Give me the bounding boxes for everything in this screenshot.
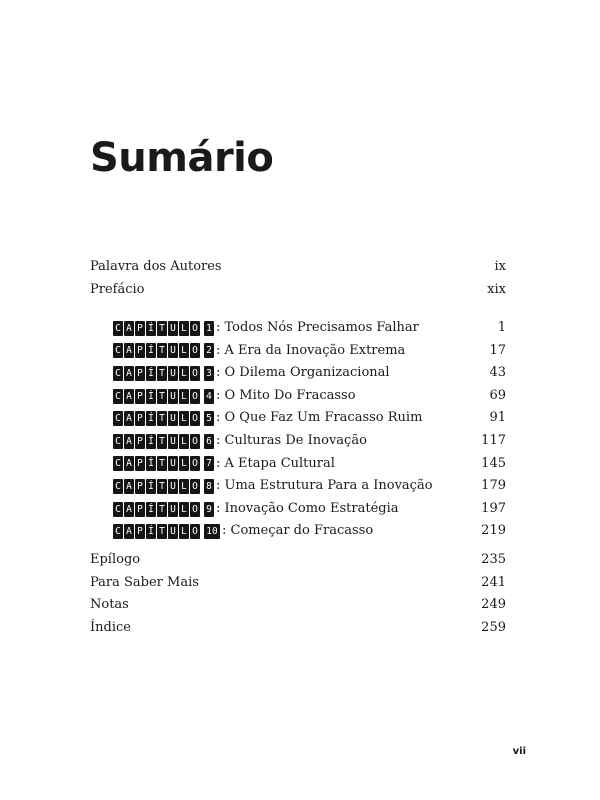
chapter-letter-tile: U	[168, 456, 178, 471]
chapter-letter-tile: A	[124, 502, 134, 517]
chapter-letter-tile: A	[124, 479, 134, 494]
chapter-title: : Começar do Fracasso	[222, 523, 374, 539]
chapter-label	[113, 317, 419, 340]
chapter-letter-tile: L	[179, 456, 189, 471]
chapter-title: : A Era da Inovação Extrema	[216, 342, 406, 358]
chapter-letter-tile: T	[157, 343, 167, 358]
chapter-letter-tile: U	[168, 524, 178, 539]
chapter-letter-tile: T	[157, 502, 167, 517]
chapter-number-tile: 7	[204, 456, 214, 471]
chapter-list	[90, 317, 506, 543]
toc-entry-back-matter[interactable]	[90, 572, 506, 595]
chapter-title: : Inovação Como Estratégia	[216, 500, 399, 516]
toc-entry-page: 219	[481, 523, 506, 539]
chapter-number-tile: 1	[204, 321, 214, 336]
chapter-letter-tile: L	[179, 479, 189, 494]
chapter-label	[113, 340, 405, 363]
chapter-letter-tile: Í	[146, 321, 156, 336]
chapter-letter-tile: O	[190, 524, 200, 539]
toc-entry-front-matter[interactable]	[90, 279, 506, 302]
toc-entry-page: ix	[494, 259, 506, 274]
chapter-letter-tile: C	[113, 456, 123, 471]
toc-entry-chapter[interactable]	[90, 498, 506, 521]
toc-entry-back-matter[interactable]	[90, 549, 506, 572]
front-matter-list	[90, 256, 506, 301]
chapter-letter-tile: T	[157, 366, 167, 381]
chapter-letter-tile: P	[135, 411, 145, 426]
chapter-label	[113, 520, 373, 543]
chapter-word	[113, 434, 201, 449]
chapter-letter-tile: O	[190, 366, 200, 381]
toc-entry-label: Prefácio	[90, 281, 145, 297]
chapter-label	[113, 385, 356, 408]
chapter-letter-tile: C	[113, 389, 123, 404]
chapter-letter-tile: U	[168, 366, 178, 381]
toc-entry-chapter[interactable]	[90, 340, 506, 363]
chapter-title: : O Que Faz Um Fracasso Ruim	[216, 410, 423, 426]
chapter-letter-tile: T	[157, 434, 167, 449]
chapter-letter-tile: O	[190, 456, 200, 471]
chapter-word	[113, 456, 201, 471]
toc-entry-label: Para Saber Mais	[90, 574, 199, 590]
toc-entry-page: 69	[489, 387, 506, 403]
toc-entry-page: 249	[481, 597, 506, 613]
toc-entry-label: Palavra dos Autores	[90, 259, 222, 274]
chapter-letter-tile: O	[190, 434, 200, 449]
chapter-letter-tile: U	[168, 434, 178, 449]
chapter-letter-tile: P	[135, 434, 145, 449]
back-matter-list	[90, 549, 506, 639]
chapter-letter-tile: Í	[146, 524, 156, 539]
toc-entry-page: 91	[489, 410, 506, 426]
chapter-word	[113, 389, 201, 404]
toc-entry-page: 145	[481, 455, 506, 471]
chapter-letter-tile: C	[113, 366, 123, 381]
chapter-letter-tile: Í	[146, 502, 156, 517]
chapter-letter-tile: A	[124, 411, 134, 426]
chapter-letter-tile: L	[179, 524, 189, 539]
chapter-letter-tile: C	[113, 502, 123, 517]
chapter-letter-tile: U	[168, 411, 178, 426]
chapter-letter-tile: U	[168, 502, 178, 517]
chapter-letter-tile: Í	[146, 456, 156, 471]
chapter-letter-tile: Í	[146, 389, 156, 404]
chapter-letter-tile: T	[157, 411, 167, 426]
chapter-word	[113, 411, 201, 426]
chapter-title: : Uma Estrutura Para a Inovação	[216, 478, 433, 494]
toc-entry-chapter[interactable]	[90, 430, 506, 453]
toc-entry-chapter[interactable]	[90, 453, 506, 476]
chapter-title: : A Etapa Cultural	[216, 455, 335, 471]
chapter-label	[113, 362, 390, 385]
chapter-title: : Culturas De Inovação	[216, 432, 367, 448]
chapter-number-tile: 5	[204, 411, 214, 426]
chapter-letter-tile: P	[135, 343, 145, 358]
chapter-letter-tile: C	[113, 434, 123, 449]
chapter-letter-tile: A	[124, 389, 134, 404]
toc-entry-back-matter[interactable]	[90, 617, 506, 640]
chapter-word	[113, 343, 201, 358]
toc-entry-chapter[interactable]	[90, 362, 506, 385]
chapter-word	[113, 479, 201, 494]
chapter-letter-tile: Í	[146, 411, 156, 426]
toc-entry-chapter[interactable]	[90, 385, 506, 408]
toc-entry-label: Índice	[90, 619, 131, 635]
toc-entry-page: 43	[489, 365, 506, 381]
toc-entry-chapter[interactable]	[90, 317, 506, 340]
chapter-letter-tile: L	[179, 366, 189, 381]
toc-entry-page: 241	[481, 574, 506, 590]
chapter-label	[113, 498, 399, 521]
chapter-letter-tile: A	[124, 434, 134, 449]
chapter-letter-tile: T	[157, 321, 167, 336]
chapter-word	[113, 321, 201, 336]
toc-entry-page: xix	[487, 281, 506, 297]
chapter-letter-tile: A	[124, 321, 134, 336]
chapter-title: : Todos Nós Precisamos Falhar	[216, 320, 419, 335]
chapter-letter-tile: O	[190, 321, 200, 336]
chapter-letter-tile: T	[157, 524, 167, 539]
chapter-letter-tile: U	[168, 343, 178, 358]
chapter-letter-tile: U	[168, 389, 178, 404]
chapter-letter-tile: L	[179, 343, 189, 358]
chapter-letter-tile: U	[168, 479, 178, 494]
chapter-label	[113, 453, 335, 476]
chapter-title: : O Mito Do Fracasso	[216, 387, 356, 403]
chapter-letter-tile: U	[168, 321, 178, 336]
toc-entry-chapter[interactable]	[90, 475, 506, 498]
chapter-letter-tile: L	[179, 389, 189, 404]
chapter-number-tile: 6	[204, 434, 214, 449]
chapter-number-tile: 10	[204, 524, 220, 539]
chapter-letter-tile: T	[157, 389, 167, 404]
chapter-word	[113, 366, 201, 381]
chapter-number-tile: 3	[204, 366, 214, 381]
chapter-number-tile: 9	[204, 502, 214, 517]
chapter-word	[113, 524, 201, 539]
chapter-number-tile: 2	[204, 343, 214, 358]
chapter-letter-tile: A	[124, 366, 134, 381]
toc-entry-page: 17	[489, 342, 506, 358]
chapter-letter-tile: A	[124, 456, 134, 471]
toc-entry-front-matter[interactable]	[90, 256, 506, 279]
chapter-letter-tile: P	[135, 502, 145, 517]
chapter-letter-tile: P	[135, 524, 145, 539]
chapter-letter-tile: L	[179, 434, 189, 449]
toc-entry-page: 197	[481, 500, 506, 516]
toc-entry-page: 235	[481, 552, 506, 567]
chapter-label	[113, 430, 367, 453]
chapter-letter-tile: C	[113, 411, 123, 426]
chapter-letter-tile: O	[190, 479, 200, 494]
chapter-label	[113, 407, 422, 430]
chapter-letter-tile: O	[190, 389, 200, 404]
chapter-number-tile: 8	[204, 479, 214, 494]
chapter-letter-tile: A	[124, 524, 134, 539]
chapter-letter-tile: L	[179, 411, 189, 426]
toc-entry-back-matter[interactable]	[90, 594, 506, 617]
chapter-letter-tile: L	[179, 321, 189, 336]
chapter-letter-tile: L	[179, 502, 189, 517]
page-number: vii	[512, 746, 526, 757]
toc-entry-page: 117	[481, 432, 506, 448]
chapter-letter-tile: P	[135, 366, 145, 381]
chapter-word	[113, 502, 201, 517]
toc-entry-page: 259	[481, 619, 506, 635]
toc-entry-page: 179	[481, 478, 506, 494]
chapter-letter-tile: C	[113, 524, 123, 539]
chapter-letter-tile: O	[190, 502, 200, 517]
toc-entry-chapter[interactable]	[90, 520, 506, 543]
toc-entry-label: Notas	[90, 597, 129, 613]
chapter-letter-tile: P	[135, 479, 145, 494]
chapter-title: : O Dilema Organizacional	[216, 365, 390, 381]
chapter-letter-tile: T	[157, 479, 167, 494]
chapter-letter-tile: C	[113, 321, 123, 336]
chapter-letter-tile: T	[157, 456, 167, 471]
chapter-letter-tile: Í	[146, 479, 156, 494]
chapter-number-tile: 4	[204, 389, 214, 404]
toc-entry-page: 1	[497, 320, 506, 335]
chapter-letter-tile: C	[113, 479, 123, 494]
chapter-letter-tile: C	[113, 343, 123, 358]
chapter-letter-tile: P	[135, 321, 145, 336]
chapter-label	[113, 475, 433, 498]
page-title: Sumário	[90, 135, 274, 181]
chapter-letter-tile: A	[124, 343, 134, 358]
chapter-letter-tile: O	[190, 343, 200, 358]
chapter-letter-tile: Í	[146, 343, 156, 358]
toc-entry-label: Epílogo	[90, 552, 141, 567]
chapter-letter-tile: Í	[146, 366, 156, 381]
toc-entry-chapter[interactable]	[90, 407, 506, 430]
chapter-letter-tile: Í	[146, 434, 156, 449]
chapter-letter-tile: P	[135, 389, 145, 404]
chapter-letter-tile: O	[190, 411, 200, 426]
chapter-letter-tile: P	[135, 456, 145, 471]
